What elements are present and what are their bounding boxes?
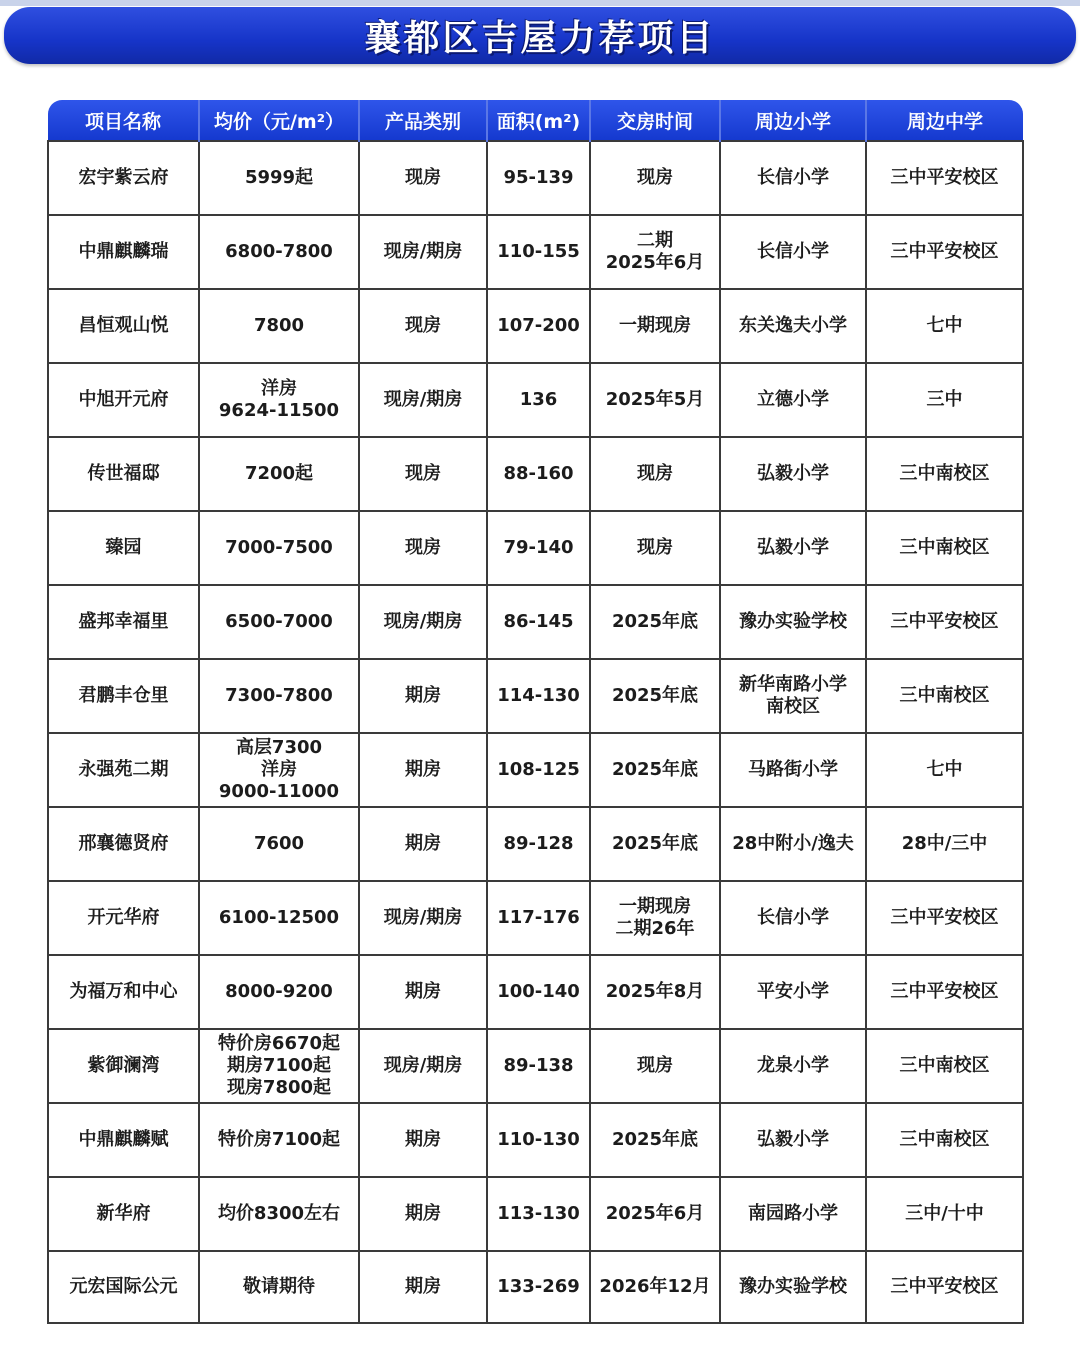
- cell-delivery-time: 二期 2025年6月: [590, 215, 720, 289]
- table-row: [48, 881, 1023, 955]
- cell-nearby-middle-school: 三中南校区: [866, 511, 1023, 585]
- cell-avg-price: 均价8300左右: [199, 1177, 359, 1251]
- cell-project-name: 为福万和中心: [48, 955, 199, 1029]
- cell-avg-price: 高层7300 洋房 9000-11000: [199, 733, 359, 807]
- cell-product-type: 期房: [359, 1251, 487, 1323]
- table-row: [48, 955, 1023, 1029]
- title-banner: [4, 7, 1076, 64]
- cell-product-type: 现房: [359, 511, 487, 585]
- cell-product-type: 现房/期房: [359, 363, 487, 437]
- cell-product-type: 现房: [359, 289, 487, 363]
- cell-area: 100-140: [487, 955, 590, 1029]
- cell-delivery-time: 2025年底: [590, 659, 720, 733]
- cell-avg-price: 7000-7500: [199, 511, 359, 585]
- table-row: [48, 1177, 1023, 1251]
- table-row: [48, 141, 1023, 215]
- cell-area: 88-160: [487, 437, 590, 511]
- projects-table: [47, 100, 1024, 1324]
- cell-avg-price: 5999起: [199, 141, 359, 215]
- cell-area: 113-130: [487, 1177, 590, 1251]
- cell-avg-price: 7600: [199, 807, 359, 881]
- column-header-delivery-time: 交房时间: [590, 100, 720, 141]
- cell-nearby-primary-school: 平安小学: [720, 955, 866, 1029]
- top-strip: [0, 0, 1080, 6]
- cell-avg-price: 洋房 9624-11500: [199, 363, 359, 437]
- cell-product-type: 现房/期房: [359, 1029, 487, 1103]
- column-header-nearby-primary-school: 周边小学: [720, 100, 866, 141]
- cell-nearby-middle-school: 三中平安校区: [866, 955, 1023, 1029]
- cell-area: 110-130: [487, 1103, 590, 1177]
- cell-area: 95-139: [487, 141, 590, 215]
- cell-nearby-primary-school: 东关逸夫小学: [720, 289, 866, 363]
- cell-project-name: 新华府: [48, 1177, 199, 1251]
- cell-nearby-middle-school: 三中平安校区: [866, 141, 1023, 215]
- cell-nearby-primary-school: 长信小学: [720, 141, 866, 215]
- table-row: [48, 733, 1023, 807]
- cell-delivery-time: 现房: [590, 1029, 720, 1103]
- cell-area: 89-128: [487, 807, 590, 881]
- cell-product-type: 现房: [359, 437, 487, 511]
- cell-product-type: 期房: [359, 955, 487, 1029]
- cell-delivery-time: 一期现房: [590, 289, 720, 363]
- cell-nearby-primary-school: 豫办实验学校: [720, 585, 866, 659]
- cell-delivery-time: 一期现房 二期26年: [590, 881, 720, 955]
- cell-nearby-primary-school: 龙泉小学: [720, 1029, 866, 1103]
- table-row: [48, 511, 1023, 585]
- cell-delivery-time: 现房: [590, 141, 720, 215]
- projects-table-container: [47, 100, 1022, 1324]
- cell-delivery-time: 现房: [590, 511, 720, 585]
- cell-project-name: 中鼎麒麟瑞: [48, 215, 199, 289]
- table-row: [48, 289, 1023, 363]
- cell-product-type: 期房: [359, 733, 487, 807]
- cell-product-type: 期房: [359, 807, 487, 881]
- cell-project-name: 邢襄德贤府: [48, 807, 199, 881]
- table-row: [48, 437, 1023, 511]
- cell-delivery-time: 2025年底: [590, 1103, 720, 1177]
- cell-project-name: 紫御澜湾: [48, 1029, 199, 1103]
- cell-product-type: 期房: [359, 659, 487, 733]
- cell-project-name: 昌恒观山悦: [48, 289, 199, 363]
- cell-nearby-primary-school: 立德小学: [720, 363, 866, 437]
- cell-nearby-primary-school: 新华南路小学 南校区: [720, 659, 866, 733]
- cell-area: 110-155: [487, 215, 590, 289]
- cell-area: 89-138: [487, 1029, 590, 1103]
- cell-area: 136: [487, 363, 590, 437]
- cell-delivery-time: 2025年底: [590, 585, 720, 659]
- cell-nearby-primary-school: 长信小学: [720, 881, 866, 955]
- cell-nearby-primary-school: 弘毅小学: [720, 437, 866, 511]
- cell-nearby-primary-school: 豫办实验学校: [720, 1251, 866, 1323]
- cell-nearby-primary-school: 弘毅小学: [720, 1103, 866, 1177]
- table-header-row: [48, 100, 1023, 141]
- column-header-area: 面积(m²): [487, 100, 590, 141]
- cell-nearby-primary-school: 弘毅小学: [720, 511, 866, 585]
- cell-avg-price: 6800-7800: [199, 215, 359, 289]
- cell-avg-price: 7300-7800: [199, 659, 359, 733]
- cell-nearby-middle-school: 三中平安校区: [866, 585, 1023, 659]
- cell-product-type: 现房: [359, 141, 487, 215]
- cell-product-type: 现房/期房: [359, 881, 487, 955]
- cell-avg-price: 特价房7100起: [199, 1103, 359, 1177]
- cell-nearby-middle-school: 三中平安校区: [866, 1251, 1023, 1323]
- cell-project-name: 开元华府: [48, 881, 199, 955]
- cell-project-name: 盛邦幸福里: [48, 585, 199, 659]
- cell-delivery-time: 现房: [590, 437, 720, 511]
- cell-nearby-middle-school: 三中南校区: [866, 1103, 1023, 1177]
- cell-area: 86-145: [487, 585, 590, 659]
- cell-delivery-time: 2025年底: [590, 733, 720, 807]
- cell-nearby-middle-school: 三中平安校区: [866, 881, 1023, 955]
- cell-nearby-middle-school: 28中/三中: [866, 807, 1023, 881]
- cell-nearby-middle-school: 三中/十中: [866, 1177, 1023, 1251]
- cell-delivery-time: 2025年5月: [590, 363, 720, 437]
- cell-area: 133-269: [487, 1251, 590, 1323]
- cell-delivery-time: 2025年8月: [590, 955, 720, 1029]
- cell-delivery-time: 2025年6月: [590, 1177, 720, 1251]
- cell-nearby-primary-school: 马路街小学: [720, 733, 866, 807]
- cell-avg-price: 7800: [199, 289, 359, 363]
- cell-nearby-primary-school: 南园路小学: [720, 1177, 866, 1251]
- table-row: [48, 1029, 1023, 1103]
- cell-area: 107-200: [487, 289, 590, 363]
- table-row: [48, 1251, 1023, 1323]
- cell-project-name: 中旭开元府: [48, 363, 199, 437]
- cell-product-type: 现房/期房: [359, 585, 487, 659]
- cell-nearby-middle-school: 三中平安校区: [866, 215, 1023, 289]
- cell-project-name: 传世福邸: [48, 437, 199, 511]
- page-title: 襄都区吉屋力荐项目: [364, 18, 716, 59]
- cell-area: 114-130: [487, 659, 590, 733]
- column-header-product-type: 产品类别: [359, 100, 487, 141]
- table-row: [48, 585, 1023, 659]
- cell-nearby-middle-school: 七中: [866, 733, 1023, 807]
- table-row: [48, 659, 1023, 733]
- table-body: [48, 141, 1023, 1323]
- cell-project-name: 元宏国际公元: [48, 1251, 199, 1323]
- cell-nearby-middle-school: 三中南校区: [866, 437, 1023, 511]
- cell-product-type: 期房: [359, 1103, 487, 1177]
- cell-nearby-primary-school: 长信小学: [720, 215, 866, 289]
- table-row: [48, 215, 1023, 289]
- cell-avg-price: 特价房6670起 期房7100起 现房7800起: [199, 1029, 359, 1103]
- cell-project-name: 永强苑二期: [48, 733, 199, 807]
- column-header-avg-price: 均价（元/m²）: [199, 100, 359, 141]
- cell-nearby-middle-school: 三中南校区: [866, 1029, 1023, 1103]
- cell-avg-price: 8000-9200: [199, 955, 359, 1029]
- table-row: [48, 1103, 1023, 1177]
- cell-avg-price: 敬请期待: [199, 1251, 359, 1323]
- cell-nearby-middle-school: 三中: [866, 363, 1023, 437]
- cell-area: 117-176: [487, 881, 590, 955]
- table-row: [48, 807, 1023, 881]
- column-header-nearby-middle-school: 周边中学: [866, 100, 1023, 141]
- cell-avg-price: 6100-12500: [199, 881, 359, 955]
- cell-nearby-primary-school: 28中附小/逸夫: [720, 807, 866, 881]
- cell-delivery-time: 2026年12月: [590, 1251, 720, 1323]
- table-row: [48, 363, 1023, 437]
- cell-project-name: 臻园: [48, 511, 199, 585]
- cell-avg-price: 6500-7000: [199, 585, 359, 659]
- cell-project-name: 中鼎麒麟赋: [48, 1103, 199, 1177]
- cell-project-name: 宏宇紫云府: [48, 141, 199, 215]
- cell-nearby-middle-school: 三中南校区: [866, 659, 1023, 733]
- cell-delivery-time: 2025年底: [590, 807, 720, 881]
- cell-area: 79-140: [487, 511, 590, 585]
- cell-project-name: 君鹏丰仓里: [48, 659, 199, 733]
- cell-nearby-middle-school: 七中: [866, 289, 1023, 363]
- cell-area: 108-125: [487, 733, 590, 807]
- column-header-project-name: 项目名称: [48, 100, 199, 141]
- cell-product-type: 现房/期房: [359, 215, 487, 289]
- cell-product-type: 期房: [359, 1177, 487, 1251]
- cell-avg-price: 7200起: [199, 437, 359, 511]
